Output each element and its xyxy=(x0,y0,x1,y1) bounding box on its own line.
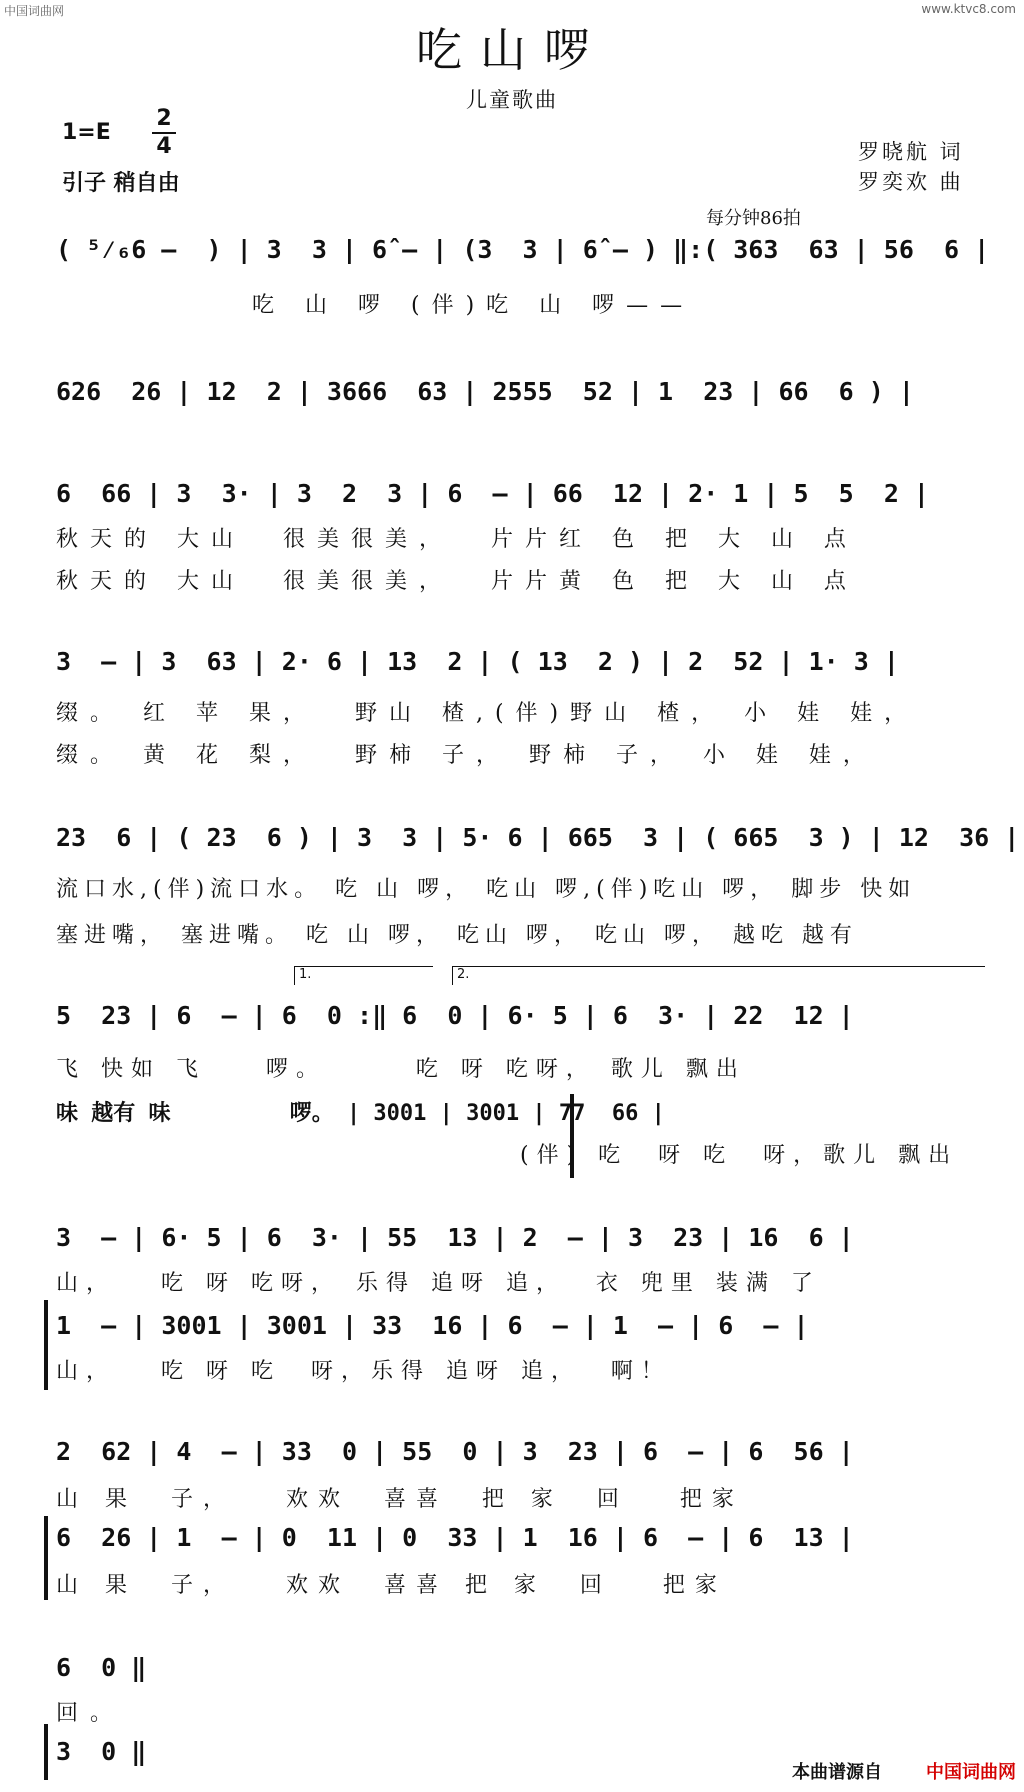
lyric-text: (伴) 吃 呀 吃 呀，歌儿 飘出 xyxy=(520,1143,959,1168)
score-system xyxy=(0,1310,1024,1358)
notation-line: 3 — | 6· 5 | 6 3· | 55 13 | 2 — | 3 23 | 16 6 | xyxy=(56,1223,854,1252)
notation-line: 5 23 | 6 — | 6 0 :‖ 6 0 | 6· 5 | 6 3· | 22 12 | xyxy=(56,1001,854,1030)
song-subtitle: 儿童歌曲 xyxy=(466,88,558,112)
lyric-text: 流口水,(伴)流口水。 吃 山 啰， 吃山 啰,(伴)吃山 啰， 脚步 快如 xyxy=(56,877,917,902)
tempo-marking: 每分钟86拍 xyxy=(706,208,801,229)
watermark-right: www.ktvc8.com xyxy=(921,2,1016,16)
lyric-line xyxy=(0,1266,1024,1300)
time-bottom: 4 xyxy=(152,132,176,159)
notation-line: 味 越有 味 啰。 | 3001 | 3001 | 77 66 | xyxy=(56,1101,665,1126)
lyricist: 罗晓航 词 xyxy=(858,140,964,164)
composer: 罗奕欢 曲 xyxy=(858,170,964,194)
lyric-line xyxy=(0,1482,1024,1516)
score-system xyxy=(0,234,1024,282)
score-system xyxy=(0,376,1024,424)
watermark-left: 中国词曲网 xyxy=(4,4,65,18)
lyric-text: 秋天的 大山 很美很美， 片片红 色 把 大 山 点 xyxy=(56,527,858,552)
volta-first: 1. xyxy=(294,966,433,985)
lyric-text: 缀。 红 苹 果， 野山 楂,(伴)野山 楂， 小 娃 娃， xyxy=(56,701,919,726)
time-signature xyxy=(152,106,176,159)
score-system xyxy=(0,1222,1024,1270)
lyric-text: 吃 山 啰 (伴)吃 山 啰—— xyxy=(252,293,695,318)
intro-label: 引子 稍自由 xyxy=(62,171,180,196)
source-label: 本曲谱源自 xyxy=(792,1762,882,1783)
lyric-line xyxy=(0,1138,1024,1172)
score-system xyxy=(0,1000,1024,1048)
lyric-line xyxy=(0,1052,1024,1086)
lyric-line xyxy=(0,738,1024,772)
volta-second: 2. xyxy=(452,966,985,985)
site-name[interactable]: 中国词曲网 xyxy=(926,1762,1016,1783)
lyric-line xyxy=(0,564,1024,598)
notation-line: ( ⁵⁄₆6 — ) | 3 3 | 6̂ — | (3 3 | 6̂ — ) ‖:( 363 63 | 56 6 | xyxy=(56,235,990,264)
key-signature: 1=E xyxy=(62,120,111,145)
score-system xyxy=(0,646,1024,694)
notation-line: 1 — | 3001 | 3001 | 33 16 | 6 — | 1 — | 6 — | xyxy=(56,1311,809,1340)
score-system xyxy=(0,1652,1024,1700)
lyric-text: 山， 吃 呀 吃呀， 乐得 追呀 追， 衣 兜里 装满 了 xyxy=(56,1271,821,1296)
lyric-text: 山， 吃 呀 吃 呀，乐得 追呀 追， 啊！ xyxy=(56,1359,671,1384)
lyric-line xyxy=(0,1568,1024,1602)
notation-line: 626 26 | 12 2 | 3666 63 | 2555 52 | 1 23 | 66 6 ) | xyxy=(56,377,914,406)
lyric-text: 回。 xyxy=(56,1701,125,1726)
notation-line: 3 0 ‖ xyxy=(56,1737,147,1766)
notation-line: 6 26 | 1 — | 0 11 | 0 33 | 1 16 | 6 — | 6 13 | xyxy=(56,1523,854,1552)
lyric-line xyxy=(0,918,1024,952)
lyric-line xyxy=(0,1354,1024,1388)
notation-line: 6 66 | 3 3· | 3 2 3 | 6 — | 66 12 | 2· 1 | 5 5 2 | xyxy=(56,479,929,508)
lyric-line xyxy=(0,696,1024,730)
lyric-text: 山 果 子， 欢欢 喜喜 把 家 回 把家 xyxy=(56,1487,744,1512)
lyric-text: 飞 快如 飞 啰。 吃 呀 吃呀， 歌儿 飘出 xyxy=(56,1057,746,1082)
lyric-line xyxy=(0,522,1024,556)
lyric-line xyxy=(0,288,1024,322)
lyric-text: 塞进嘴， 塞进嘴。 吃 山 啰， 吃山 啰， 吃山 啰， 越吃 越有 xyxy=(56,923,858,948)
lyric-line xyxy=(0,1696,1024,1730)
notation-line: 2 62 | 4 — | 33 0 | 55 0 | 3 23 | 6 — | 6 56 | xyxy=(56,1437,854,1466)
score-system xyxy=(0,822,1024,870)
lyric-text: 山 果 子， 欢欢 喜喜 把 家 回 把家 xyxy=(56,1573,727,1598)
time-top: 2 xyxy=(156,106,172,131)
score-system xyxy=(0,1436,1024,1484)
score-system xyxy=(0,478,1024,526)
notation-line: 6 0 ‖ xyxy=(56,1653,147,1682)
notation-line: 23 6 | ( 23 6 ) | 3 3 | 5· 6 | 665 3 | ( 665 3 ) | 12 36 | xyxy=(56,823,1020,852)
lyric-text: 缀。 黄 花 梨， 野柿 子， 野柿 子， 小 娃 娃， xyxy=(56,743,877,768)
notation-line: 3 — | 3 63 | 2· 6 | 13 2 | ( 13 2 ) | 2 52 | 1· 3 | xyxy=(56,647,899,676)
score-system xyxy=(0,1522,1024,1570)
song-title: 吃山啰 xyxy=(416,23,608,77)
lyric-text: 秋天的 大山 很美很美， 片片黄 色 把 大 山 点 xyxy=(56,569,858,594)
lyric-line xyxy=(0,872,1024,906)
